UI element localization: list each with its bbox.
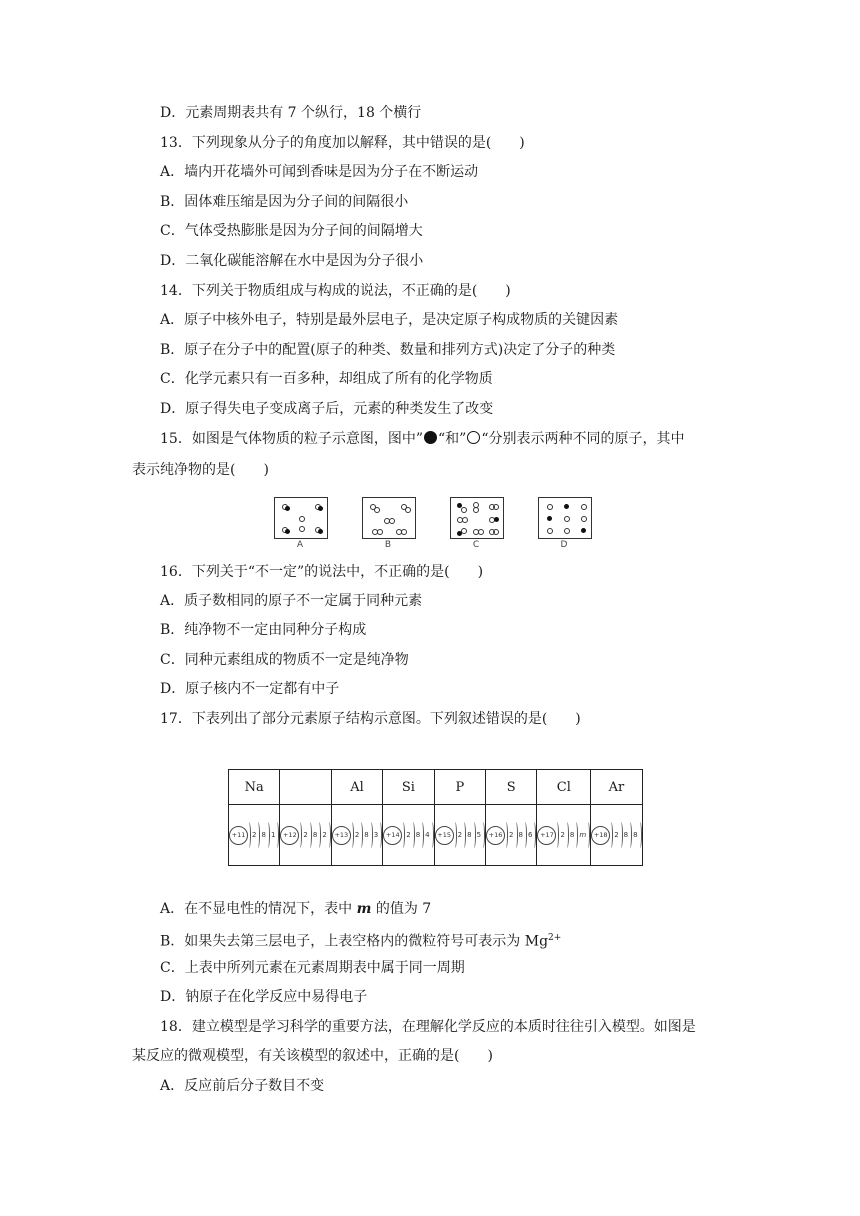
particle-box-b xyxy=(362,497,416,539)
figure-15-particles xyxy=(270,497,590,555)
q17-option-a: A．在不显电性的情况下，表中 m 的值为 7 xyxy=(160,901,432,917)
q15-text-2: “和” xyxy=(437,431,467,447)
atom-diagram: +13 2 8 3 xyxy=(331,805,382,866)
q15-text-1: 15．如图是气体物质的粒子示意图，图中” xyxy=(160,431,423,447)
element-header: Ar xyxy=(591,770,642,805)
element-header: Cl xyxy=(537,770,591,805)
atom-diagram: +12 2 8 2 xyxy=(280,805,331,866)
q13-option-c: C．气体受热膨胀是因为分子间的间隔增大 xyxy=(160,223,423,239)
question-14: 14．下列关于物质组成与构成的说法，不正确的是( ) xyxy=(160,283,511,299)
q16-option-a: A．质子数相同的原子不一定属于同种元素 xyxy=(160,593,423,609)
q13-option-b: B．固体难压缩是因为分子间的间隔很小 xyxy=(160,194,409,210)
question-13: 13．下列现象从分子的角度加以解释，其中错误的是( ) xyxy=(160,135,525,151)
q13-option-a: A．墙内开花墙外可闻到香味是因为分子在不断运动 xyxy=(160,164,479,180)
element-header xyxy=(280,770,331,805)
figure-label-d: D xyxy=(560,540,568,550)
question-15-line2: 表示纯净物的是( ) xyxy=(132,462,269,478)
figure-label-a: A xyxy=(296,540,304,550)
question-17: 17．下表列出了部分元素原子结构示意图。下列叙述错误的是( ) xyxy=(160,711,581,727)
atom-diagram: +14 2 8 4 xyxy=(383,805,434,866)
particle-box-c xyxy=(450,497,504,539)
q14-option-b: B．原子在分子中的配置(原子的种类、数量和排列方式)决定了分子的种类 xyxy=(160,342,616,358)
q17-option-b: B．如果失去第三层电子，上表空格内的微粒符号可表示为 $Mg^{2+}$ xyxy=(160,933,562,950)
atom-diagram: +15 2 8 5 xyxy=(434,805,485,866)
q17-option-d: D．钠原子在化学反应中易得电子 xyxy=(160,989,368,1005)
q16-option-c: C．同种元素组成的物质不一定是纯净物 xyxy=(160,652,409,668)
q17-option-c: C．上表中所列元素在元素周期表中属于同一周期 xyxy=(160,960,465,976)
element-header: P xyxy=(434,770,485,805)
line-option-d-prev: D．元素周期表共有 7 个纵行，18 个横行 xyxy=(160,105,422,121)
figure-label-b: B xyxy=(384,540,392,550)
element-header: Na xyxy=(229,770,280,805)
q14-option-c: C．化学元素只有一百多种，却组成了所有的化学物质 xyxy=(160,371,493,387)
open-circle-icon xyxy=(467,431,480,444)
figure-label-c: C xyxy=(472,540,480,550)
q14-option-a: A．原子中核外电子，特别是最外层电子，是决定原子构成物质的关键因素 xyxy=(160,312,619,328)
atom-diagram: +16 2 8 6 xyxy=(486,805,537,866)
question-15 xyxy=(160,429,684,449)
q15-text-3: “分别表示两种不同的原子，其中 xyxy=(481,431,685,447)
q13-option-d: D．二氧化碳能溶解在水中是因为分子很小 xyxy=(160,253,424,269)
question-16: 16．下列关于“不一定”的说法中，不正确的是( ) xyxy=(160,564,484,580)
question-18-line2: 某反应的微观模型，有关该模型的叙述中，正确的是( ) xyxy=(132,1048,493,1064)
element-header: S xyxy=(486,770,537,805)
filled-circle-icon xyxy=(424,431,437,444)
element-header: Si xyxy=(383,770,434,805)
q18-option-a: A．反应前后分子数目不变 xyxy=(160,1078,325,1094)
q14-option-d: D．原子得失电子变成离子后，元素的种类发生了改变 xyxy=(160,401,494,417)
q16-option-b: B．纯净物不一定由同种分子构成 xyxy=(160,622,367,638)
atom-diagram: +17 2 8 m xyxy=(537,805,591,866)
element-header: Al xyxy=(331,770,382,805)
particle-box-a xyxy=(274,497,328,539)
particle-box-d xyxy=(538,497,592,539)
atom-diagram: +11 2 8 1 xyxy=(229,805,280,866)
atomic-structure-table xyxy=(228,769,643,866)
atom-diagram: +18 2 8 8 xyxy=(591,805,642,866)
q16-option-d: D．原子核内不一定都有中子 xyxy=(160,681,340,697)
question-18: 18．建立模型是学习科学的重要方法，在理解化学反应的本质时往往引入模型。如图是 xyxy=(160,1019,696,1035)
